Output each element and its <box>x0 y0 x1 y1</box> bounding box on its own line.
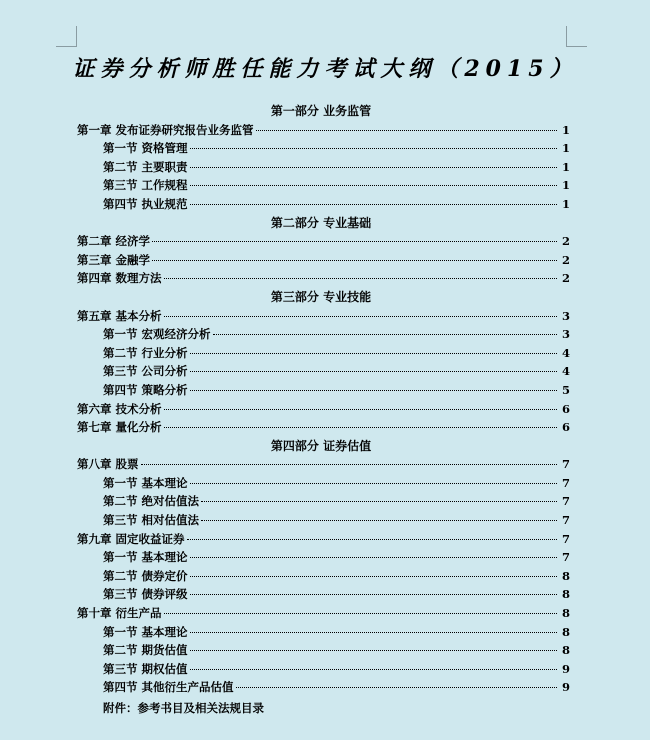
toc-dot-leader <box>190 371 557 372</box>
toc-section-entry[interactable] <box>77 585 570 604</box>
toc-dot-leader <box>190 204 557 205</box>
toc-section-entry[interactable] <box>77 158 570 177</box>
toc-entry-label: 第二节 行业分析 <box>103 345 188 360</box>
toc-chapter-entry[interactable] <box>77 530 570 549</box>
toc-dot-leader <box>190 148 557 149</box>
toc-dot-leader <box>190 576 557 577</box>
toc-dot-leader <box>190 632 557 633</box>
toc-page-number: 1 <box>561 159 570 174</box>
toc-dot-leader <box>190 167 557 168</box>
toc-entry-label: 第三节 相对估值法 <box>103 513 200 528</box>
toc-entry-label: 第七章 量化分析 <box>77 420 162 435</box>
toc-page-number: 8 <box>561 643 570 658</box>
toc-section-entry[interactable] <box>77 362 570 381</box>
toc-chapter-entry[interactable] <box>77 418 570 437</box>
page-corner-mark-top-left <box>56 26 77 47</box>
toc-page-number: 5 <box>561 382 570 397</box>
toc-dot-leader <box>201 501 557 502</box>
toc-page-number: 8 <box>561 624 570 639</box>
toc-page-number: 1 <box>561 178 570 193</box>
toc-entry-label: 第二章 经济学 <box>77 234 151 249</box>
toc-dot-leader <box>190 185 557 186</box>
toc-dot-leader <box>187 539 557 540</box>
page-corner-mark-top-right <box>566 26 587 47</box>
toc-section-entry[interactable] <box>77 511 570 530</box>
toc-entry-label: 第五章 基本分析 <box>77 308 162 323</box>
toc-chapter-entry[interactable] <box>77 400 570 419</box>
toc-page-number: 2 <box>561 234 570 249</box>
toc-page-number: 1 <box>561 196 570 211</box>
toc-dot-leader <box>190 353 557 354</box>
toc-entry-label: 第三节 债券评级 <box>103 587 188 602</box>
toc-dot-leader <box>190 390 557 391</box>
document-title: 证券分析师胜任能力考试大纲（2015） <box>72 56 578 82</box>
toc-page-number: 9 <box>561 680 570 695</box>
toc-entry-label: 第三章 金融学 <box>77 252 151 267</box>
toc-entry-label: 第一节 基本理论 <box>103 550 188 565</box>
toc-chapter-entry[interactable] <box>77 307 570 326</box>
toc-page-number: 3 <box>561 327 570 342</box>
toc-dot-leader <box>152 241 557 242</box>
toc-page-number: 7 <box>561 475 570 490</box>
toc-section-entry[interactable] <box>77 176 570 195</box>
toc-dot-leader <box>190 483 557 484</box>
toc-entry-label: 第四节 策略分析 <box>103 382 188 397</box>
toc-section-entry[interactable] <box>77 660 570 679</box>
toc-chapter-entry[interactable] <box>77 121 570 140</box>
toc-page-number: 7 <box>561 550 570 565</box>
toc-entry-label: 第一节 基本理论 <box>103 475 188 490</box>
toc-dot-leader <box>164 316 557 317</box>
toc-chapter-entry[interactable] <box>77 251 570 270</box>
toc-section-entry[interactable] <box>77 325 570 344</box>
toc-dot-leader <box>201 520 557 521</box>
toc-chapter-entry[interactable] <box>77 232 570 251</box>
toc-entry-label: 第二节 债券定价 <box>103 568 188 583</box>
toc-page-number: 4 <box>561 345 570 360</box>
toc-dot-leader <box>164 278 557 279</box>
toc-dot-leader <box>164 427 557 428</box>
toc-page-number: 7 <box>561 531 570 546</box>
toc-chapter-entry[interactable] <box>77 455 570 474</box>
toc-entry-label: 第九章 固定收益证券 <box>77 531 185 546</box>
toc-chapter-entry[interactable] <box>77 269 570 288</box>
toc-part-heading: 第三部分 专业技能 <box>270 289 372 304</box>
toc-section-entry[interactable] <box>77 567 570 586</box>
toc-entry-label: 第三节 工作规程 <box>103 178 188 193</box>
toc-section-entry[interactable] <box>77 641 570 660</box>
toc-section-entry[interactable] <box>77 474 570 493</box>
toc-dot-leader <box>190 669 557 670</box>
toc-dot-leader <box>164 613 557 614</box>
toc-dot-leader <box>213 334 557 335</box>
toc-part-heading: 第一部分 业务监管 <box>270 104 372 118</box>
toc-entry-label: 第八章 股票 <box>77 457 139 472</box>
table-of-contents <box>77 102 570 719</box>
toc-page-number: 6 <box>561 420 570 435</box>
toc-section-entry[interactable] <box>77 678 570 697</box>
toc-page-number: 1 <box>561 122 570 137</box>
toc-dot-leader <box>190 557 557 558</box>
toc-part-heading: 第四部分 证券估值 <box>270 438 372 453</box>
toc-part-heading: 第二部分 专业基础 <box>270 215 372 230</box>
toc-dot-leader <box>164 409 557 410</box>
toc-entry-label: 第三节 公司分析 <box>103 364 188 379</box>
toc-dot-leader <box>190 594 557 595</box>
toc-section-entry[interactable] <box>77 344 570 363</box>
toc-entry-label: 第一节 宏观经济分析 <box>103 327 211 342</box>
toc-entry-label: 第四节 执业规范 <box>103 196 188 211</box>
toc-entry-label: 第十章 衍生产品 <box>77 606 162 621</box>
toc-page-number: 2 <box>561 252 570 267</box>
toc-entry-label: 第二节 主要职责 <box>103 159 188 174</box>
toc-page-number: 6 <box>561 401 570 416</box>
toc-chapter-entry[interactable] <box>77 604 570 623</box>
toc-section-entry[interactable] <box>77 492 570 511</box>
toc-section-entry[interactable] <box>77 548 570 567</box>
toc-dot-leader <box>152 260 557 261</box>
toc-entry-label: 第二节 期货估值 <box>103 643 188 658</box>
toc-entry-label: 第二节 绝对估值法 <box>103 494 200 509</box>
toc-page-number: 8 <box>561 568 570 583</box>
toc-section-entry[interactable] <box>77 195 570 214</box>
toc-page-number: 8 <box>561 606 570 621</box>
toc-dot-leader <box>141 464 557 465</box>
toc-section-entry[interactable] <box>77 139 570 158</box>
toc-section-entry[interactable] <box>77 623 570 642</box>
toc-page-number: 7 <box>561 457 570 472</box>
toc-entry-label: 第一节 基本理论 <box>103 624 188 639</box>
toc-entry-label: 第一节 资格管理 <box>103 141 188 156</box>
toc-entry-label: 第六章 技术分析 <box>77 401 162 416</box>
toc-page-number: 2 <box>561 271 570 286</box>
toc-page-number: 1 <box>561 141 570 156</box>
toc-page-number: 4 <box>561 364 570 379</box>
toc-section-entry[interactable] <box>77 381 570 400</box>
toc-entry-label: 第四节 其他衍生产品估值 <box>103 680 234 695</box>
toc-dot-leader <box>256 130 557 131</box>
toc-dot-leader <box>236 687 557 688</box>
toc-entry-label: 第三节 期权估值 <box>103 661 188 676</box>
toc-appendix[interactable]: 附件：参考书目及相关法规目录 <box>103 701 264 715</box>
toc-page-number: 9 <box>561 661 570 676</box>
toc-page-number: 3 <box>561 308 570 323</box>
toc-entry-label: 第一章 发布证券研究报告业务监管 <box>77 122 254 137</box>
toc-page-number: 7 <box>561 494 570 509</box>
toc-page-number: 8 <box>561 587 570 602</box>
toc-entry-label: 第四章 数理方法 <box>77 271 162 286</box>
toc-page-number: 7 <box>561 513 570 528</box>
toc-dot-leader <box>190 650 557 651</box>
